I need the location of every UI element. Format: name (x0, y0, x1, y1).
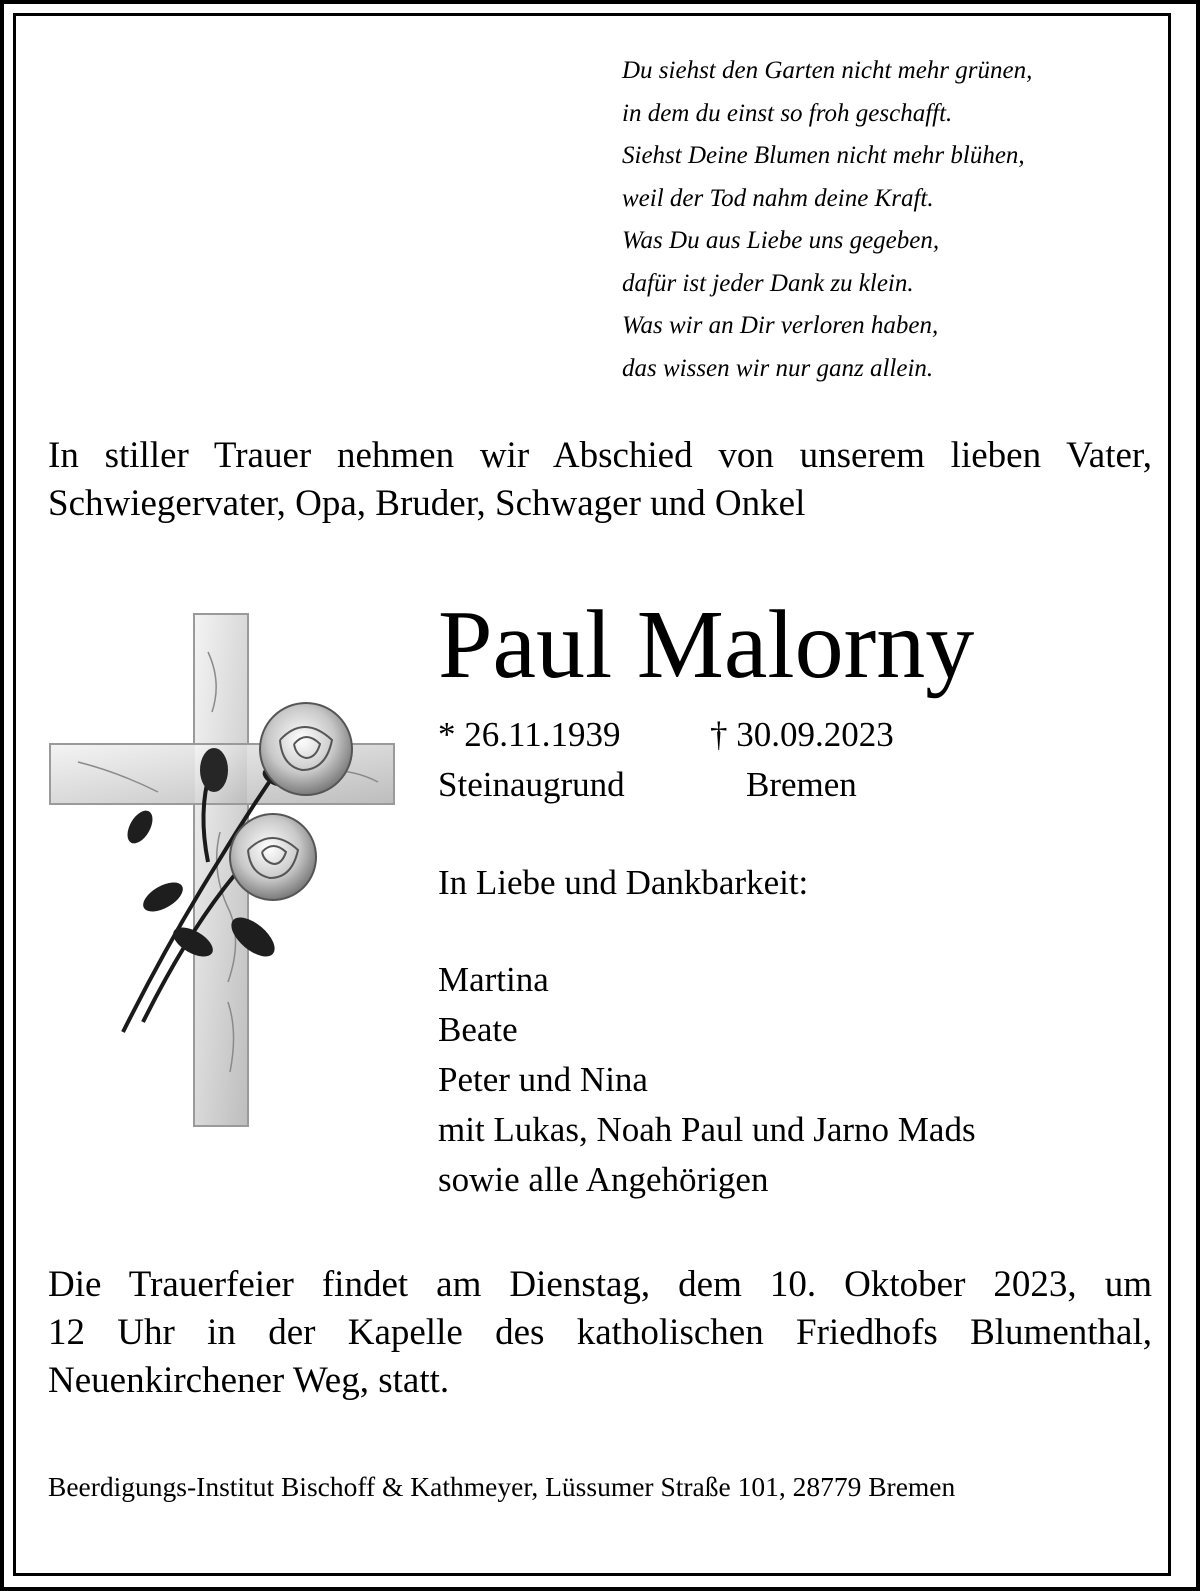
deceased-name: Paul Malorny (438, 591, 975, 699)
ceremony-line: Die Trauerfeier findet am Dienstag, dem 10. Oktober 2023, um (48, 1264, 1152, 1305)
birth-place: Steinaugrund (438, 765, 625, 804)
poem-line: das wissen wir nur ganz allein. (622, 354, 934, 382)
death-place: Bremen (746, 765, 857, 804)
poem-line: in dem du einst so froh geschafft. (622, 99, 953, 127)
poem-line: Du siehst den Garten nicht mehr grünen, (622, 57, 1033, 84)
intro-line: Schwiegervater, Opa, Bruder, Schwager und Onkel (48, 483, 806, 524)
thanks-line: In Liebe und Dankbarkeit: (438, 863, 809, 902)
ceremony-line: Neuenkirchener Weg, statt. (48, 1360, 450, 1401)
death-date: † 30.09.2023 (710, 715, 894, 754)
family-member: Beate (438, 1010, 518, 1049)
poem-line: Was wir an Dir verloren haben, (622, 312, 939, 339)
rose-bud (200, 748, 228, 792)
poem-line: Was Du aus Liebe uns gegeben, (622, 227, 940, 254)
intro-text (48, 432, 1152, 528)
cross-shape (50, 614, 394, 1126)
poem-line: dafür ist jeder Dank zu klein. (622, 269, 914, 297)
poem (622, 50, 1032, 390)
family-member: Peter und Nina (438, 1060, 648, 1099)
family-member: Martina (438, 960, 549, 999)
cross-with-roses-icon (48, 612, 398, 1128)
rose-top (260, 703, 352, 795)
intro-line: In stiller Trauer nehmen wir Abschied von unserem lieben Vater, (48, 435, 1152, 476)
ceremony-text (48, 1261, 1152, 1405)
family-member: sowie alle Angehörigen (438, 1160, 769, 1199)
birth-date: * 26.11.1939 (438, 715, 621, 754)
family-list (438, 955, 976, 1205)
family-member: mit Lukas, Noah Paul und Jarno Mads (438, 1110, 976, 1149)
funeral-home: Beerdigungs-Institut Bischoff & Kathmeyer, Lüssumer Straße 101, 28779 Bremen (48, 1471, 956, 1502)
life-dates (438, 710, 894, 810)
poem-line: weil der Tod nahm deine Kraft. (622, 184, 934, 212)
rose-bottom (230, 814, 316, 900)
ceremony-line: 12 Uhr in der Kapelle des katholischen Friedhofs Blumenthal, (48, 1312, 1152, 1353)
poem-line: Siehst Deine Blumen nicht mehr blühen, (622, 142, 1025, 169)
